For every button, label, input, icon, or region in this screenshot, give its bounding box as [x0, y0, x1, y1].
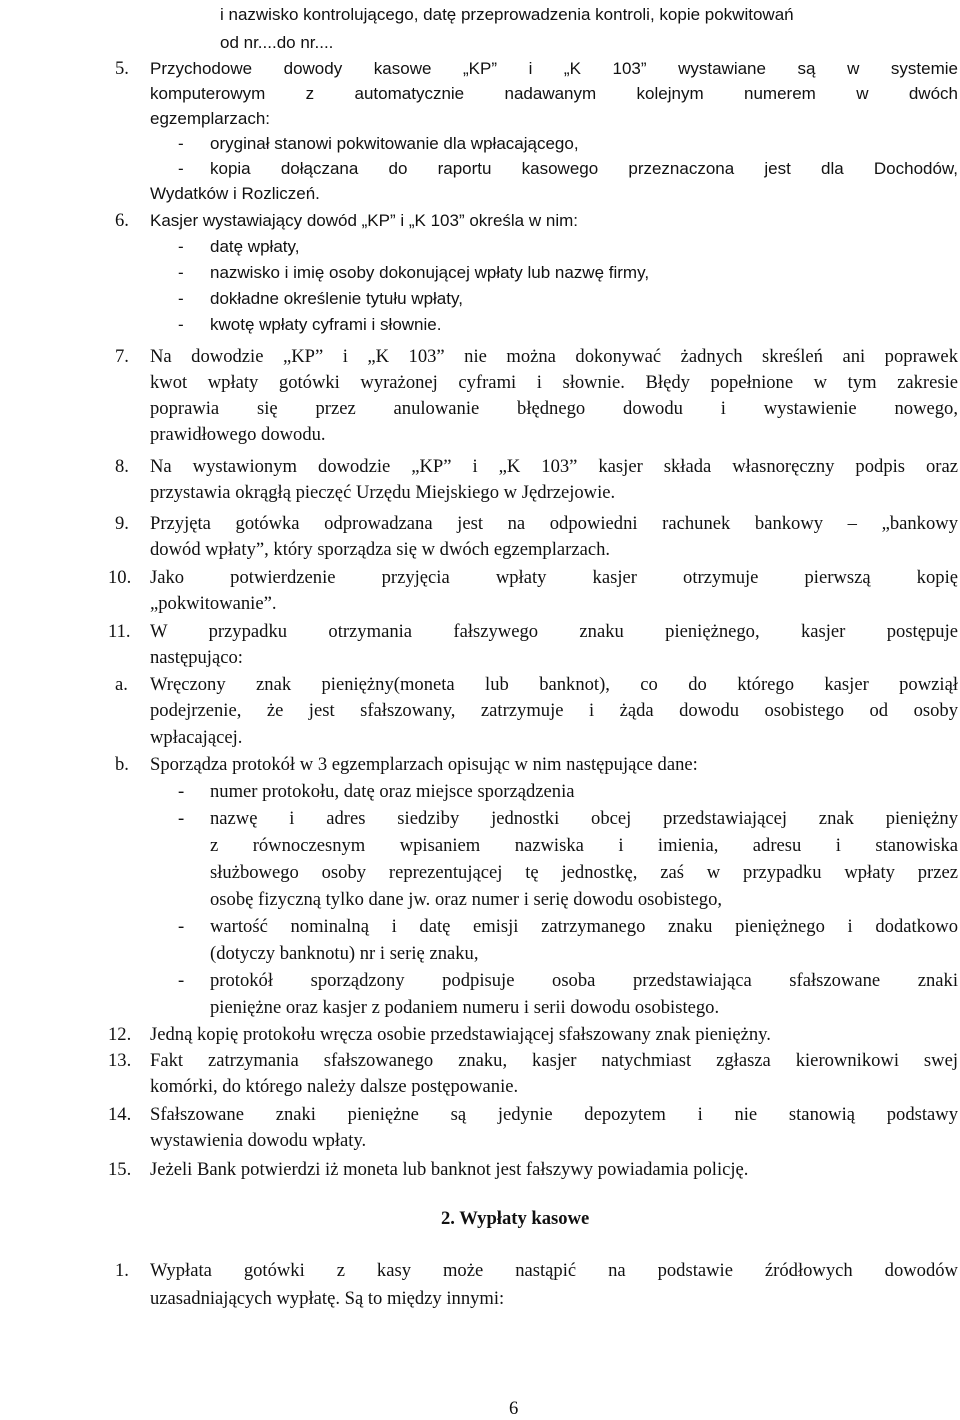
- text-line: Na wystawionym dowodzie „KP” i „K 103” kasjer składa własnoręczny podpis oraz: [150, 456, 958, 477]
- text-line: wpłacającej.: [150, 727, 243, 748]
- list-dash: -: [178, 134, 184, 153]
- list-item: dokładne określenie tytułu wpłaty,: [210, 289, 463, 308]
- text-line: egzemplarzach:: [150, 109, 271, 128]
- list-dash: -: [178, 781, 185, 802]
- text-line: Wypłata gotówki z kasy może nastąpić na podstawie źródłowych dowodów: [150, 1260, 958, 1281]
- item-number: 11.: [108, 621, 131, 642]
- text-line: Przychodowe dowody kasowe „KP” i „K 103” wystawiane są w systemie: [150, 59, 958, 78]
- list-item: nazwę i adres siedziby jednostki obcej przedstawiającej znak pieniężny: [210, 808, 958, 829]
- list-item: służbowego osoby reprezentującej tę jednostkę, zaś w przypadku wpłaty przez: [210, 862, 958, 883]
- list-dash: -: [178, 159, 184, 178]
- list-dash: -: [178, 237, 184, 256]
- text-line: uzasadniających wypłatę. Są to między innymi:: [150, 1288, 505, 1309]
- list-item: osobę fizyczną tylko dane jw. oraz numer i serię dowodu osobistego,: [210, 889, 723, 910]
- page-number: 6: [509, 1398, 519, 1419]
- text-line: następująco:: [150, 647, 243, 668]
- list-item: nazwisko i imię osoby dokonującej wpłaty lub nazwę firmy,: [210, 263, 650, 282]
- text-line: Sfałszowane znaki pieniężne są jedynie depozytem i nie stanowią podstawy: [150, 1104, 958, 1125]
- text-line: Wydatków i Rozliczeń.: [150, 184, 320, 203]
- item-number: 12.: [108, 1024, 132, 1045]
- list-dash: -: [178, 263, 184, 282]
- list-dash: -: [178, 970, 185, 991]
- list-dash: -: [178, 808, 185, 829]
- text-line: od nr....do nr....: [220, 33, 334, 52]
- list-dash: -: [178, 315, 184, 334]
- list-item: pieniężne oraz kasjer z podaniem numeru i serii dowodu osobistego.: [210, 997, 720, 1018]
- list-item: numer protokołu, datę oraz miejsce sporządzenia: [210, 781, 575, 802]
- text-line: Kasjer wystawiający dowód „KP” i „K 103” określa w nim:: [150, 211, 578, 230]
- text-line: „pokwitowanie”.: [150, 593, 277, 614]
- item-number: 5.: [115, 58, 129, 79]
- text-line: Na dowodzie „KP” i „K 103” nie można dokonywać żadnych skreśleń ani poprawek: [150, 346, 958, 367]
- item-number: 7.: [115, 346, 129, 367]
- text-line: Jako potwierdzenie przyjęcia wpłaty kasjer otrzymuje pierwszą kopię: [150, 567, 958, 588]
- text-line: Sporządza protokół w 3 egzemplarzach opisując w nim następujące dane:: [150, 754, 698, 775]
- text-line: Fakt zatrzymania sfałszowanego znaku, kasjer natychmiast zgłasza kierownikowi swej: [150, 1050, 958, 1071]
- text-line: komputerowym z automatycznie nadawanym kolejnym numerem w dwóch: [150, 84, 958, 103]
- item-letter: a.: [115, 674, 128, 695]
- item-number: 10.: [108, 567, 132, 588]
- item-number: 8.: [115, 456, 129, 477]
- list-item: protokół sporządzony podpisuje osoba przedstawiająca sfałszowane znaki: [210, 970, 958, 991]
- text-line: Jeżeli Bank potwierdzi iż moneta lub banknot jest fałszywy powiadamia policję.: [150, 1159, 749, 1180]
- text-line: kwot wpłaty gotówki wyrażonej cyframi i słownie. Błędy popełnione w tym zakresie: [150, 372, 958, 393]
- text-line: poprawia się przez anulowanie błędnego dowodu i wystawienie nowego,: [150, 398, 958, 419]
- item-number: 9.: [115, 513, 129, 534]
- text-line: Wręczony znak pieniężny(moneta lub banknot), co do którego kasjer powziął: [150, 674, 958, 695]
- list-dash: -: [178, 916, 185, 937]
- text-line: prawidłowego dowodu.: [150, 424, 326, 445]
- list-item: (dotyczy banknotu) nr i serię znaku,: [210, 943, 479, 964]
- text-line: Jedną kopię protokołu wręcza osobie przedstawiającej sfałszowany znak pieniężny.: [150, 1024, 771, 1045]
- list-item: wartość nominalną i datę emisji zatrzymanego znaku pieniężnego i dodatkowo: [210, 916, 958, 937]
- text-line: dowód wpłaty”, który sporządza się w dwóch egzemplarzach.: [150, 539, 611, 560]
- list-dash: -: [178, 289, 184, 308]
- text-line: W przypadku otrzymania fałszywego znaku pieniężnego, kasjer postępuje: [150, 621, 958, 642]
- text-line: i nazwisko kontrolującego, datę przeprowadzenia kontroli, kopie pokwitowań: [220, 5, 794, 24]
- list-item: kopia dołączana do raportu kasowego przeznaczona jest dla Dochodów,: [210, 159, 958, 178]
- item-number: 1.: [115, 1260, 129, 1281]
- item-number: 14.: [108, 1104, 132, 1125]
- item-number: 13.: [108, 1050, 132, 1071]
- list-item: kwotę wpłaty cyframi i słownie.: [210, 315, 442, 334]
- item-number: 15.: [108, 1159, 132, 1180]
- list-item: z równoczesnym wpisaniem nazwiska i imienia, adresu i stanowiska: [210, 835, 958, 856]
- text-line: wystawienia dowodu wpłaty.: [150, 1130, 367, 1151]
- text-line: przystawia okrągłą pieczęć Urzędu Miejskiego w Jędrzejowie.: [150, 482, 616, 503]
- text-line: podejrzenie, że jest sfałszowany, zatrzymuje i żąda dowodu osobistego od osoby: [150, 700, 958, 721]
- text-line: Przyjęta gotówka odprowadzana jest na odpowiedni rachunek bankowy – „bankowy: [150, 513, 958, 534]
- item-letter: b.: [115, 754, 129, 775]
- item-number: 6.: [115, 210, 129, 231]
- list-item: oryginał stanowi pokwitowanie dla wpłacającego,: [210, 134, 579, 153]
- list-item: datę wpłaty,: [210, 237, 300, 256]
- text-line: komórki, do którego należy dalsze postępowanie.: [150, 1076, 519, 1097]
- section-heading: 2. Wypłaty kasowe: [441, 1208, 590, 1229]
